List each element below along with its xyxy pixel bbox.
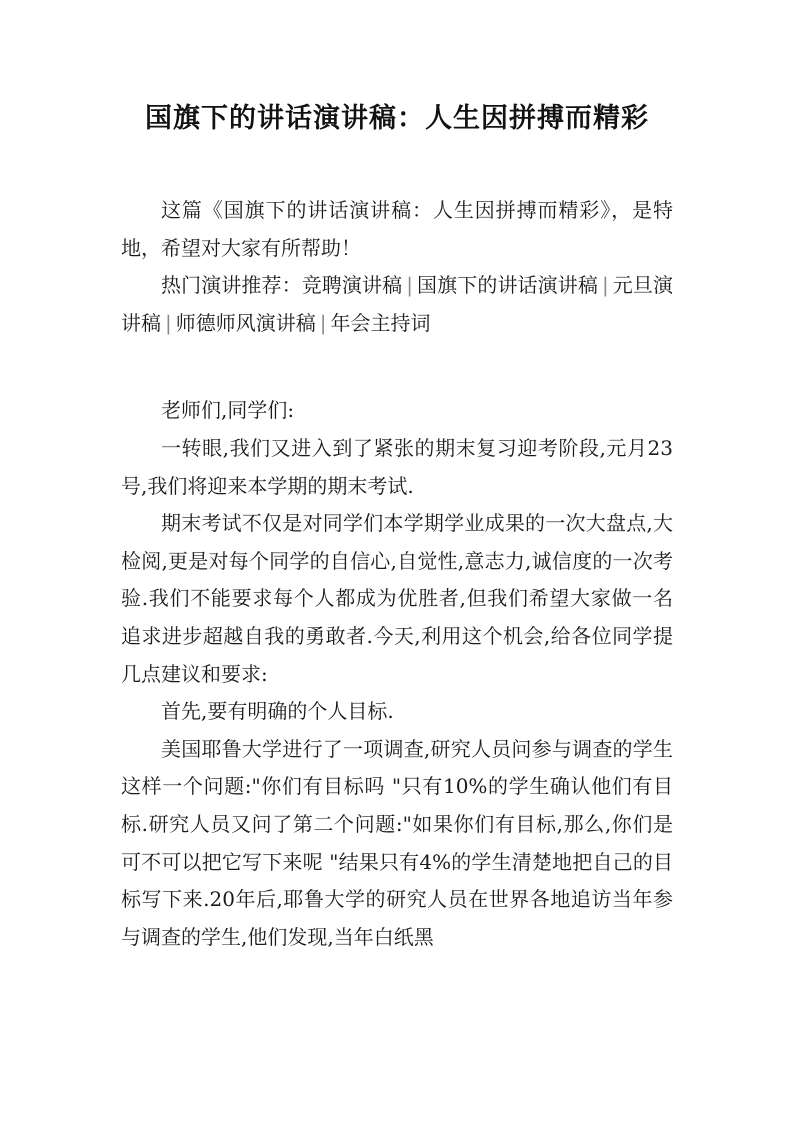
recommend-link-new-year-speech[interactable]: 元旦演讲稿 (121, 273, 674, 335)
separator: | (406, 273, 413, 298)
paragraph-spacer (121, 342, 673, 392)
body-paragraph: 美国耶鲁大学进行了一项调查,研究人员问参与调查的学生这样一个问题:"你们有目标吗 "只有10%的学生确认他们有目标.研究人员又问了第二个问题:"如果你们有目标,那么,你们是可不可以把它写下来呢 "结果只有4%的学生清楚地把自己的目标写下来.20年后,耶鲁大学的研究人员在世界各地追访当年参与调查的学生,他们发现,当年白纸黑 (121, 736, 673, 949)
body-paragraph: 期末考试不仅是对同学们本学期学业成果的一次大盘点,大检阅,更是对每个同学的自信心,自觉性,意志力,诚信度的一次考验.我们不能要求每个人都成为优胜者,但我们希望大家做一名追求进步超越自我的勇敢者.今天,利用这个机会,给各位同学提几点建议和要求: (121, 511, 673, 686)
body-paragraph: 首先,要有明确的个人目标. (161, 699, 394, 724)
separator: | (319, 310, 327, 335)
recommend-link-annual-meeting-host[interactable]: 年会主持词 (330, 310, 431, 335)
intro-paragraph: 这篇《国旗下的讲话演讲稿：人生因拼搏而精彩》，是特地，希望对大家有所帮助！ (121, 198, 673, 260)
recommend-link-flag-speech[interactable]: 国旗下的讲话演讲稿 (416, 273, 598, 298)
recommend-link-competition-speech[interactable]: 竞聘演讲稿 (301, 273, 403, 298)
document-body (121, 192, 673, 956)
body-paragraph: 一转眼,我们又进入到了紧张的期末复习迎考阶段,元月23号,我们将迎来本学期的期末考试. (121, 435, 673, 498)
hot-recommend-label: 热门演讲推荐： (161, 273, 302, 298)
hot-recommend-line (121, 267, 673, 342)
separator: | (165, 310, 172, 335)
separator: | (601, 273, 609, 298)
recommend-link-teacher-ethics-speech[interactable]: 师德师风演讲稿 (175, 310, 316, 335)
document-title: 国旗下的讲话演讲稿：人生因拼搏而精彩 (145, 103, 649, 134)
salutation-paragraph: 老师们,同学们: (161, 398, 295, 423)
